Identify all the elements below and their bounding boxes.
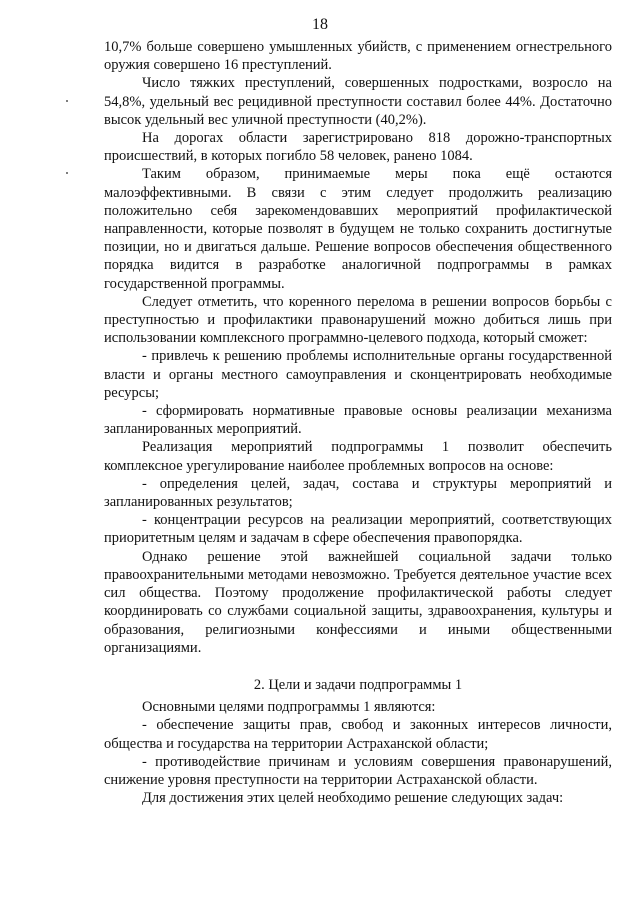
paragraph: Число тяжких преступлений, совершенных подростками, возросло на 54,8%, удельный вес рецидивной преступности составил более 44%. Достаточно высок удельный вес уличной преступности (40,2%). — [104, 75, 612, 128]
scan-speck — [66, 172, 68, 174]
paragraph: На дорогах области зарегистрировано 818 дорожно-транспортных происшествий, в которых погибло 58 человек, ранено 1084. — [104, 130, 612, 165]
scan-speck — [66, 100, 68, 102]
paragraph: Для достижения этих целей необходимо решение следующих задач: — [142, 790, 564, 807]
list-item: - противодействие причинам и условиям совершения правонарушений, снижение уровня преступности на территории Астраханской области. — [104, 753, 612, 788]
section-heading: 2. Цели и задачи подпрограммы 1 — [253, 676, 463, 693]
paragraph: Следует отметить, что коренного перелома в решении вопросов борьбы с преступностью и профилактики правонарушений можно добиться лишь при использовании комплексного программно-целевого подхода, который сможет: — [104, 293, 612, 347]
list-item: - концентрации ресурсов на реализации мероприятий, соответствующих приоритетным целям и задачам в сфере обеспечения правопорядка. — [104, 512, 612, 547]
paragraph: Основными целями подпрограммы 1 являются: — [142, 699, 436, 716]
document-body — [104, 38, 612, 807]
page-number: 18 — [312, 16, 328, 33]
list-item: - сформировать нормативные правовые основы реализации механизма запланированных мероприятий. — [104, 403, 612, 438]
list-item: - привлечь к решению проблемы исполнительные органы государственной власти и органы местного самоуправления и сконцентрировать необходимые ресурсы; — [104, 348, 612, 401]
list-item: - определения целей, задач, состава и структуры мероприятий и запланированных результатов; — [104, 475, 612, 511]
paragraph: Однако решение этой важнейшей социальной задачи только правоохранительными методами невозможно. Требуется деятельное участие всех сил общества. Поэтому продолжение профилактической работы следует координировать со службами социальной защиты, здравоохранения, культуры и образования, религиозными конфессиями и иными общественными организациями. — [104, 548, 612, 656]
list-item: - обеспечение защиты прав, свобод и законных интересов личности, общества и государства на территории Астраханской области; — [104, 717, 612, 752]
paragraph: 10,7% больше совершено умышленных убийств, с применением огнестрельного оружия совершено 16 преступлений. — [104, 39, 612, 74]
paragraph: Реализация мероприятий подпрограммы 1 позволит обеспечить комплексное урегулирование наиболее проблемных вопросов на основе: — [104, 439, 612, 474]
paragraph: Таким образом, принимаемые меры пока ещё остаются малоэффективными. В связи с этим следует продолжить реализацию положительно себя зарекомендовавших мероприятий профилактической направленности, которые позволят в будущем не только сохранить достигнутые позиции, но и двигаться дальше. Решение вопросов обеспечения общественного порядка видится в разработке аналогичной подпрограммы в рамках государственной программы. — [104, 166, 612, 292]
